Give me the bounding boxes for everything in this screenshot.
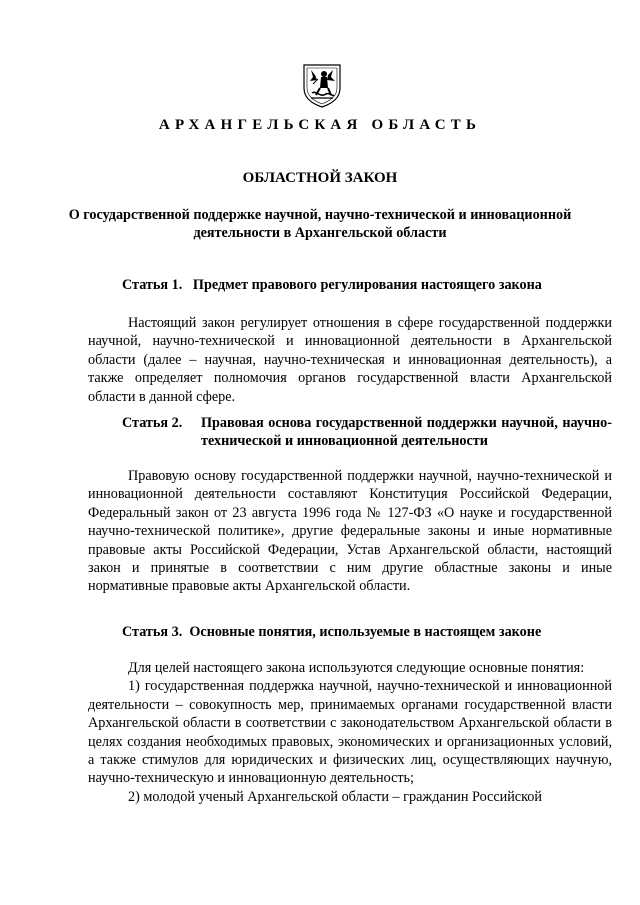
article-2-paragraph: Правовую основу государственной поддержки научной, научно-технической и инновационной деятельности составляют Конституция Российской Федерации, Федеральный закон от 23 августа 1996 года № 127-ФЗ «О науке и государственной научно-технической политике», другие федеральные законы и иные нормативные правовые акты Российской Федерации, Устав Архангельской области, настоящий закон и принятые в соответствии с ним другие областные законы и иные нормативные правовые акты Архангельской области.	[88, 468, 612, 595]
article-2-title: Правовая основа государственной поддержки научной, научно-технической и инновационной деятельности	[201, 415, 612, 449]
article-1-heading	[122, 276, 612, 294]
article-2-body	[88, 467, 612, 596]
article-3-paragraph-intro: Для целей настоящего закона используются следующие основные понятия:	[128, 660, 585, 676]
article-1-title: Предмет правового регулирования настоящего закона	[192, 277, 542, 293]
article-3-title: Основные понятия, используемые в настоящем законе	[189, 624, 542, 640]
region-name: АРХАНГЕЛЬСКАЯ ОБЛАСТЬ	[158, 117, 482, 133]
article-1-paragraph: Настоящий закон регулирует отношения в сфере государственной поддержки научной, научно-технической и инновационной деятельности в Архангельской области (далее – научная, научно-техническая и инновационная деятельность), а также определяет полномочия органов государственной власти Архангельской области в данной сфере.	[88, 315, 612, 405]
coat-of-arms-icon	[301, 62, 343, 108]
article-3-paragraph-item-1: 1) государственная поддержка научной, научно-технической и инновационной деятельности – совокупность мер, принимаемых органами государственной власти Архангельской области в соответствии с законодательством Архангельской области в целях создания необходимых правовых, экономических и организационных условий, а также стимулов для юридических и физических лиц, осуществляющих научную, научно-техническую и инновационную деятельность;	[88, 678, 612, 787]
document-type: ОБЛАСТНОЙ ЗАКОН	[242, 170, 398, 186]
law-title: О государственной поддержке научной, научно-технической и инновационной деятельности в Архангельской области	[68, 207, 572, 241]
article-2-heading	[122, 414, 612, 450]
article-3-body	[88, 659, 612, 806]
article-1-label: Статья 1.	[122, 277, 183, 293]
article-3-heading	[122, 623, 612, 641]
article-3-paragraph-item-2: 2) молодой ученый Архангельской области – гражданин Российской	[128, 788, 542, 805]
article-2-label: Статья 2.	[122, 415, 183, 431]
article-1-body	[88, 314, 612, 406]
article-3-label: Статья 3.	[122, 624, 183, 640]
